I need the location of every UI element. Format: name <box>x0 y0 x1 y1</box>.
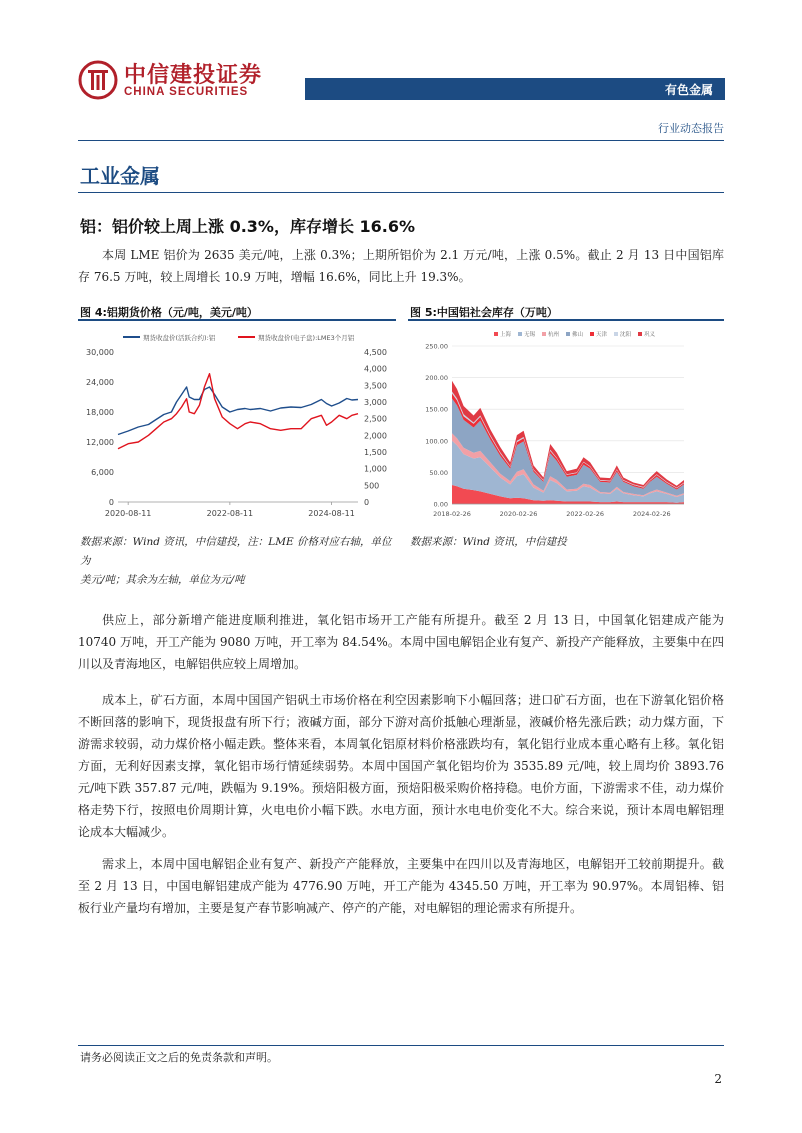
fig5-caption-rule <box>408 319 724 321</box>
fig4-caption-rule <box>78 319 396 321</box>
y-right-tick-label: 2,000 <box>364 431 387 441</box>
fig5-source: 数据来源：Wind 资讯，中信建投 <box>410 536 567 548</box>
x-tick-label: 2024-02-26 <box>632 510 671 518</box>
demand-paragraph: 需求上，本周中国电解铝企业有复产、新投产产能释放，主要集中在四川以及青海地区，电解铝开工较前期提升。截至 2 月 13 日，中国电解铝建成产能为 4776.90 万吨，开工产能为 4345.50 万吨，开工率为 90.97%。本周铝棒、铝板行业产量均有增加，主要是复产春节影响减产、停产的产能，对电解铝的理论需求有所提升。 <box>78 857 724 915</box>
header-divider <box>78 140 724 141</box>
legend-swatch <box>518 332 522 336</box>
y-right-tick-label: 1,500 <box>364 448 387 457</box>
footer-divider <box>78 1045 724 1046</box>
legend-label: 沈阳 <box>620 332 632 338</box>
fig4-source <box>80 533 400 590</box>
legend-label: 无锡 <box>524 332 536 338</box>
brand-name-cn: 中信建投证券 <box>124 63 263 88</box>
section-title: 工业金属 <box>80 164 160 188</box>
legend-label-lme: 期货收盘价(电子盘):LME3个月铝 <box>258 334 355 342</box>
y-left-tick-label: 6,000 <box>91 468 114 477</box>
y-left-tick-label: 0 <box>108 498 114 507</box>
y-left-tick-label: 30,000 <box>86 348 114 357</box>
y-right-tick-label: 1,000 <box>364 464 387 474</box>
y-right-tick-label: 4,000 <box>364 364 387 374</box>
x-tick-label: 2022-02-26 <box>566 510 605 518</box>
fig4-caption: 图 4:铝期货价格（元/吨，美元/吨） <box>80 306 258 319</box>
y-right-tick-label: 0 <box>364 498 370 507</box>
x-tick-label: 2020-02-26 <box>499 510 538 518</box>
fig4-source-line2: 美元/吨；其余为左轴，单位为元/吨 <box>80 574 245 586</box>
legend-swatch <box>614 332 618 336</box>
section-divider <box>78 192 724 193</box>
sector-label: 有色金属 <box>664 83 713 97</box>
brand-name-en: CHINA SECURITIES <box>124 86 249 98</box>
y-right-tick-label: 3,500 <box>364 381 387 391</box>
legend-label: 杭州 <box>548 332 560 338</box>
legend-swatch <box>590 332 594 336</box>
legend-swatch <box>542 332 546 336</box>
aluminum-futures-price-chart <box>78 324 396 522</box>
y-tick-label: 200.00 <box>425 374 448 383</box>
legend-label: 巩义 <box>644 332 656 338</box>
legend-swatch <box>494 332 498 336</box>
intro-paragraph: 本周 LME 铝价为 2635 美元/吨，上涨 0.3%；上期所铝价为 2.1 万元/吨，上涨 0.5%。截止 2 月 13 日中国铝库存 76.5 万吨，较上周增长 10.9 万吨，增幅 16.6%，同比上升 19.3%。 <box>78 248 724 284</box>
fig5-caption: 图 5:中国铝社会库存（万吨） <box>410 306 558 319</box>
y-left-tick-label: 18,000 <box>86 408 114 417</box>
y-tick-label: 50.00 <box>429 468 448 477</box>
footer-disclaimer: 请务必阅读正文之后的免责条款和声明。 <box>80 1051 278 1064</box>
x-tick-label: 2022-08-11 <box>206 509 254 518</box>
y-tick-label: 150.00 <box>425 405 448 414</box>
legend-swatch <box>638 332 642 336</box>
subsection-title: 铝：铝价较上周上涨 0.3%，库存增长 16.6% <box>80 217 416 236</box>
x-tick-label: 2018-02-26 <box>433 510 471 518</box>
chart4-background <box>78 324 396 522</box>
china-securities-logo-icon <box>78 60 118 100</box>
legend-label: 佛山 <box>572 332 584 338</box>
y-left-tick-label: 12,000 <box>86 438 114 447</box>
header-bar <box>305 78 725 100</box>
y-right-tick-label: 500 <box>364 481 380 491</box>
y-tick-label: 0.00 <box>433 500 448 509</box>
y-left-tick-label: 24,000 <box>86 378 114 387</box>
supply-paragraph: 供应上，部分新增产能进度顺利推进，氧化铝市场开工产能有所提升。截至 2 月 13 日，中国氧化铝建成产能为 10740 万吨，开工产能为 9080 万吨，开工率为 84.54%。本周中国电解铝企业有复产、新投产产能释放，主要集中在四川以及青海地区，电解铝供应较上周增加。 <box>78 613 724 671</box>
legend-label: 天津 <box>596 332 608 338</box>
y-right-tick-label: 3,000 <box>364 398 387 407</box>
x-tick-label: 2020-08-11 <box>104 509 152 518</box>
y-tick-label: 100.00 <box>425 437 448 446</box>
y-right-tick-label: 2,500 <box>364 414 387 424</box>
y-tick-label: 250.00 <box>425 342 448 351</box>
legend-label-shfe: 期货收盘价(活跃合约):铝 <box>143 334 216 342</box>
x-tick-label: 2024-08-11 <box>308 509 355 518</box>
y-right-tick-label: 4,500 <box>364 348 387 357</box>
aluminum-social-inventory-chart <box>408 324 724 522</box>
cost-paragraph: 成本上，矿石方面，本周中国国产铝矾土市场价格在利空因素影响下小幅回落；进口矿石方面，也在下游氧化铝价格不断回落的影响下，现货报盘有所下行；液碱方面，部分下游对高价抵触心理渐显，液碱价格先涨后跌；动力煤方面，下游需求较弱，动力煤价格小幅走跌。整体来看，本周氧化铝原材料价格涨跌均有，氧化铝行业成本重心略有上移。氧化铝方面，无利好因素支撑，氧化铝市场行情延续弱势。本周中国国产氧化铝均价为 3535.89 元/吨，较上周均价 3893.76 元/吨下跌 357.87 元/吨，跌幅为 9.19%。预焙阳极方面，预焙阳极采购价格持稳。电价方面，下游需求不佳，动力煤价格走势下行，按照电价周期计算，火电电价小幅下跌。水电方面，预计水电电价变化不大。综合来说，预计本周电解铝理论成本大幅减少。 <box>78 693 724 839</box>
legend-label: 上海 <box>500 332 512 338</box>
report-type-label: 行业动态报告 <box>658 122 724 135</box>
page-number: 2 <box>714 1072 722 1086</box>
legend-swatch <box>566 332 570 336</box>
fig4-source-line1: 数据来源：Wind 资讯，中信建投，注：LME 价格对应右轴，单位为 <box>80 536 392 567</box>
